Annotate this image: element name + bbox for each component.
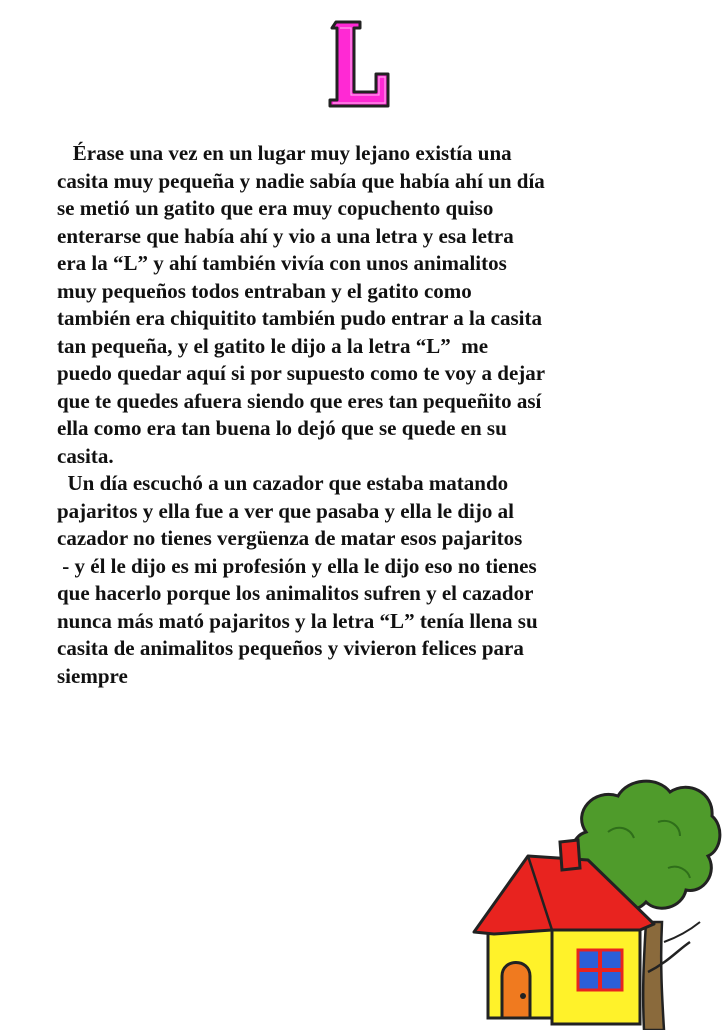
story-line: que te quedes afuera siendo que eres tan pequeñito así	[57, 388, 542, 413]
story-line: casita muy pequeña y nadie sabía que había ahí un día	[57, 168, 545, 193]
story-line: nunca más mató pajaritos y la letra “L” tenía llena su	[57, 608, 538, 633]
story-line: tan pequeña, y el gatito le dijo a la letra “L” me	[57, 333, 489, 358]
story-line: puedo quedar aquí si por supuesto como te voy a dejar	[57, 361, 546, 385]
story-line: casita de animalitos pequeños y vivieron felices para	[57, 636, 524, 660]
story-line: se metió un gatito que era muy copuchento quiso	[57, 196, 494, 220]
house-with-tree-icon	[468, 772, 724, 1030]
story-line: muy pequeños todos entraban y el gatito como	[57, 278, 472, 303]
story-line: ella como era tan buena lo dejó que se quede en su	[57, 416, 507, 440]
letter-l-title-icon	[322, 14, 398, 114]
story-line: Un día escuchó a un cazador que estaba matando	[57, 471, 509, 495]
story-line: casita.	[57, 443, 114, 468]
story-text	[57, 140, 697, 690]
story-line: enterarse que había ahí y vio a una letra y esa letra	[57, 223, 514, 248]
story-line: era la “L” y ahí también vivía con unos animalitos	[57, 251, 507, 275]
story-line: que hacerlo porque los animalitos sufren y el cazador	[57, 581, 534, 605]
story-line: Érase una vez en un lugar muy lejano existía una	[57, 141, 512, 165]
story-line: siempre	[57, 663, 128, 688]
story-line: - y él le dijo es mi profesión y ella le dijo eso no tienes	[57, 553, 537, 578]
story-line: también era chiquitito también pudo entrar a la casita	[57, 306, 542, 330]
story-line: cazador no tienes vergüenza de matar esos pajaritos	[57, 526, 523, 550]
story-line: pajaritos y ella fue a ver que pasaba y ella le dijo al	[57, 498, 514, 523]
